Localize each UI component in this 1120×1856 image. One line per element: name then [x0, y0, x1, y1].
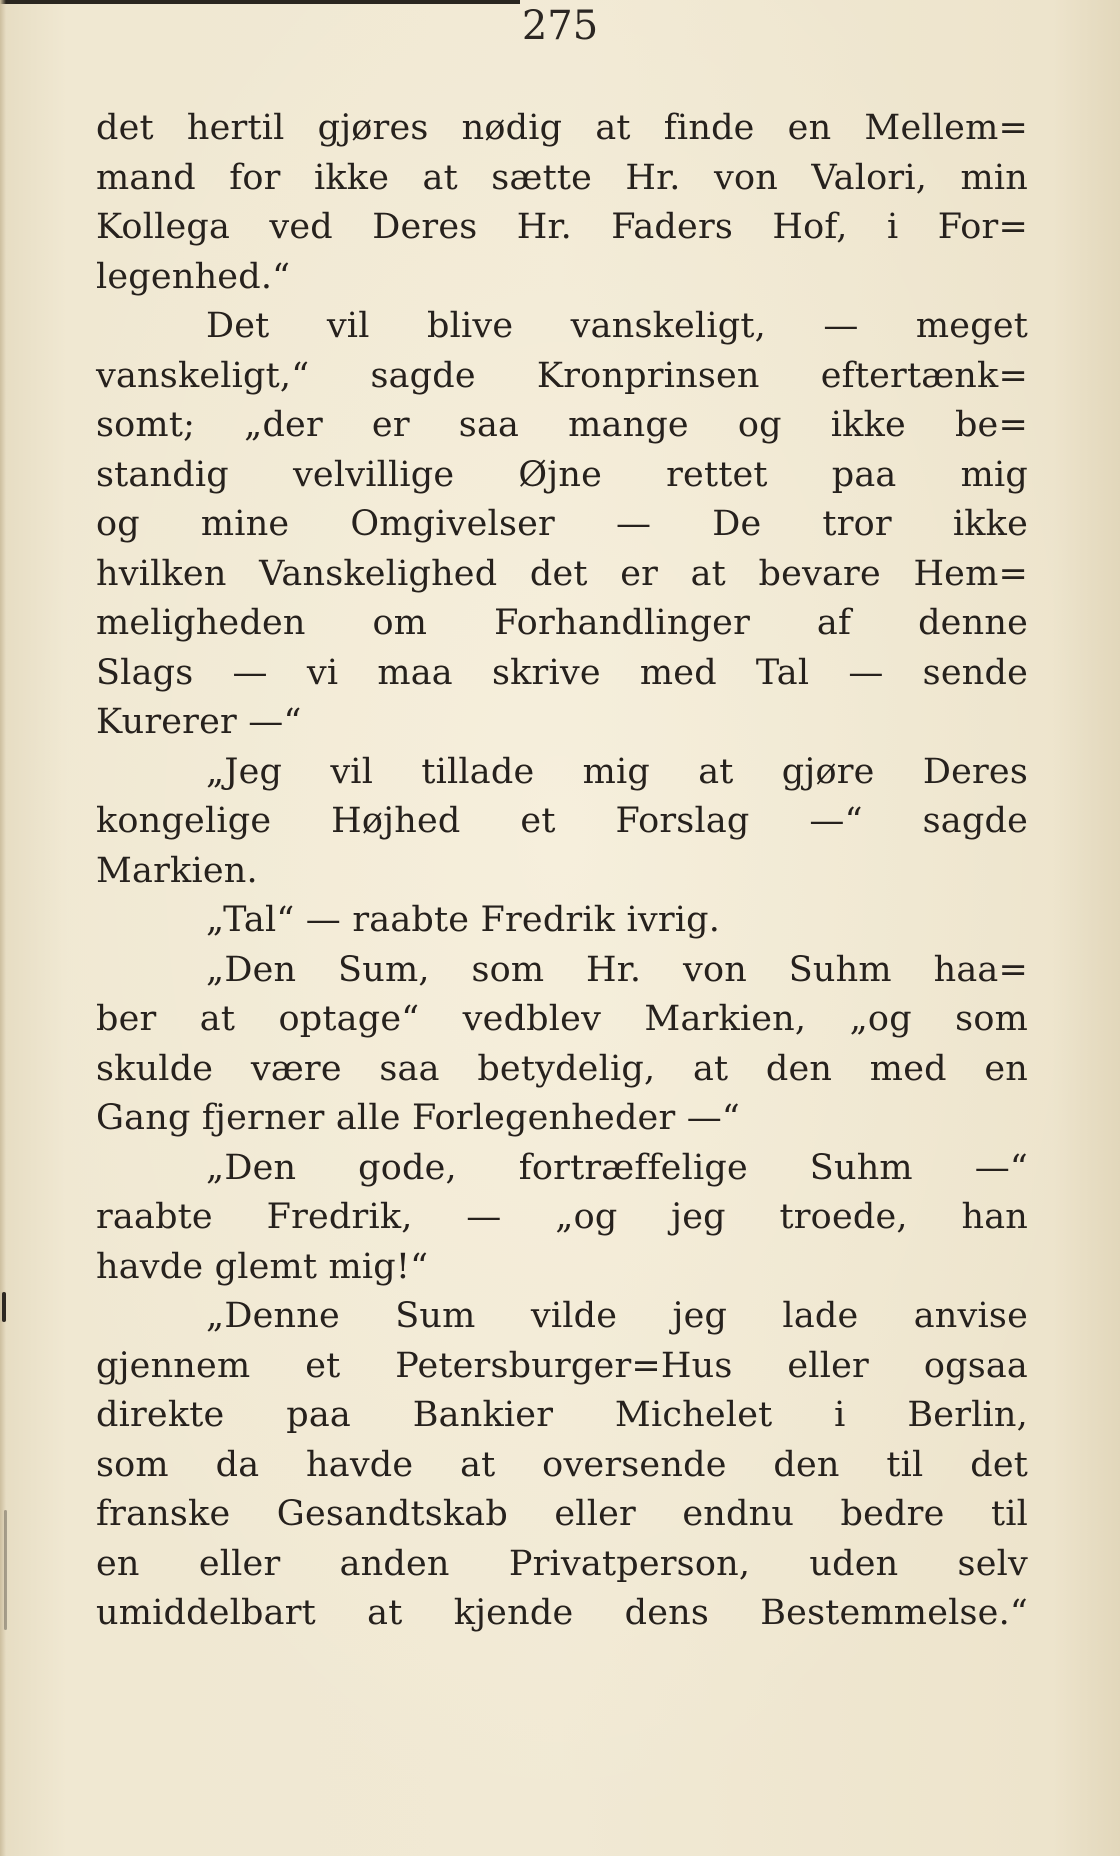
text-line: en eller anden Privatperson, uden selv [96, 1543, 1028, 1584]
body-text [96, 104, 1028, 1639]
text-line: „Den Sum, som Hr. von Suhm haa= [206, 949, 1028, 990]
text-line: legenhed.“ [96, 256, 291, 297]
text-line: som da havde at oversende den til det [96, 1444, 1028, 1485]
text-line: „Tal“ — raabte Fredrik ivrig. [206, 900, 721, 940]
text-line: Gang fjerner alle Forlegenheder —“ [96, 1098, 741, 1138]
text-line: „Jeg vil tillade mig at gjøre Deres [206, 751, 1028, 792]
text-line: Kollega ved Deres Hr. Faders Hof, i For= [96, 207, 1028, 247]
text-line: „Denne Sum vilde jeg lade anvise [206, 1296, 1028, 1336]
text-line: standig velvillige Øjne rettet paa mig [96, 454, 1028, 495]
text-line: og mine Omgivelser — De tror ikke [96, 504, 1028, 544]
text-line: Markien. [96, 850, 258, 891]
text-line: ber at optage“ vedblev Markien, „og som [96, 999, 1028, 1039]
text-line: franske Gesandtskab eller endnu bedre til [96, 1494, 1028, 1534]
text-line: meligheden om Forhandlinger af denne [96, 603, 1028, 643]
text-line: somt; „der er saa mange og ikke be= [96, 405, 1028, 445]
text-line: skulde være saa betydelig, at den med en [96, 1048, 1028, 1089]
text-line: gjennem et Petersburger=Hus eller ogsaa [96, 1345, 1028, 1386]
text-line: vanskeligt,“ sagde Kronprinsen eftertænk= [96, 355, 1028, 396]
text-line: mand for ikke at sætte Hr. von Valori, min [96, 157, 1028, 198]
page-number: 275 [521, 3, 599, 49]
text-line: havde glemt mig!“ [96, 1246, 429, 1287]
margin-mark [4, 1510, 7, 1630]
text-line: Det vil blive vanskeligt, — meget [206, 306, 1028, 346]
text-line: hvilken Vanskelighed det er at bevare Hem= [96, 553, 1028, 594]
text-line: umiddelbart at kjende dens Bestemmelse.“ [96, 1593, 1028, 1633]
text-line: det hertil gjøres nødig at finde en Mellem= [96, 108, 1028, 148]
text-line: Kurerer —“ [96, 702, 302, 742]
margin-mark [2, 1292, 6, 1322]
text-line: raabte Fredrik, — „og jeg troede, han [96, 1197, 1028, 1237]
text-line: „Den gode, fortræffelige Suhm —“ [206, 1147, 1028, 1188]
text-line: kongelige Højhed et Forslag —“ sagde [96, 801, 1028, 841]
text-line: Slags — vi maa skrive med Tal — sende [96, 652, 1028, 693]
text-line: direkte paa Bankier Michelet i Berlin, [96, 1395, 1028, 1435]
